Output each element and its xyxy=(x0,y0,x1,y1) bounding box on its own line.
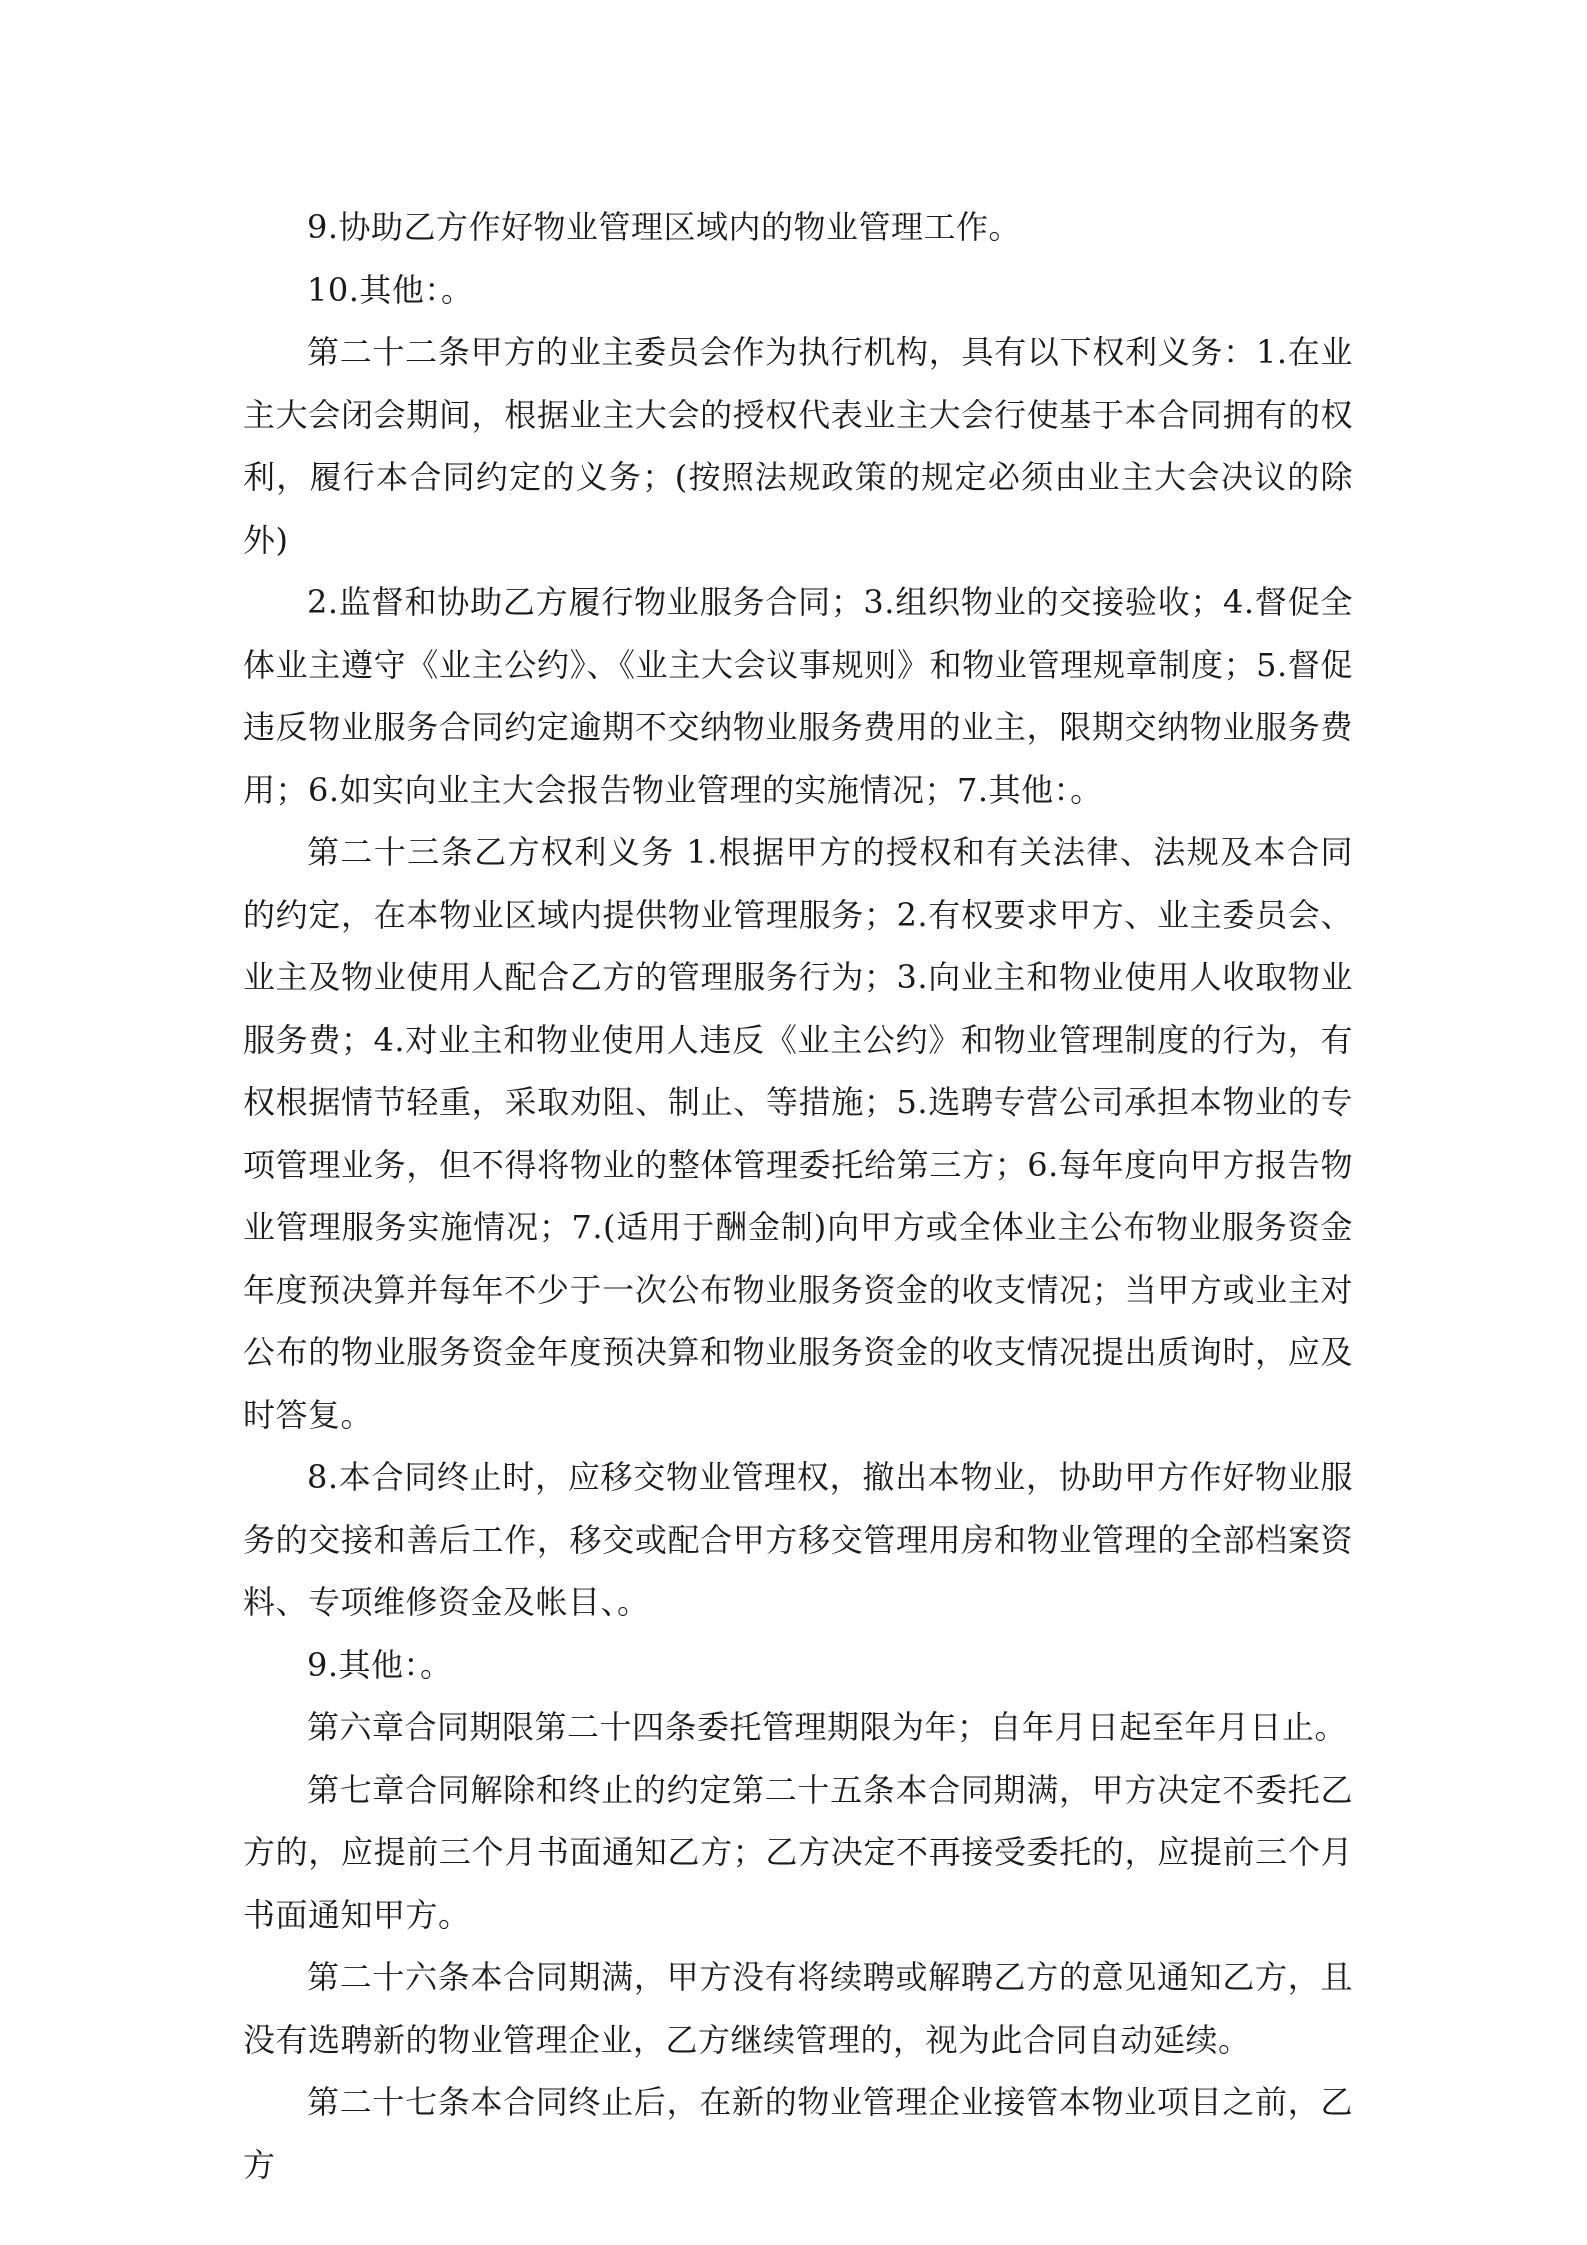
paragraph-item-10: 10.其他：。 xyxy=(307,270,474,309)
article-23-item-9: 9.其他：。 xyxy=(307,1645,453,1684)
article-27: 第二十七条本合同终止后，在新的物业管理企业接管本物业项目之前，乙方 xyxy=(243,2083,1353,2184)
article-23: 第二十三条乙方权利义务 1.根据甲方的授权和有关法律、法规及本合同的约定，在本物业区域内提供物业管理服务；2.有权要求甲方、业主委员会、业主及物业使用人配合乙方的管理服务行为；3.向业主和物业使用人收取物业服务费；4.对业主和物业使用人违反《业主公约》和物业管理制度的行为，有权根据情节轻重，采取劝阻、制止、等措施；5.选聘专营公司承担本物业的专项管理业务，但不得将物业的整体管理委托给第三方；6.每年度向甲方报告物业管理服务实施情况；7.(适用于酬金制)向甲方或全体业主公布物业服务资金年度预决算并每年不少于一次公布物业服务资金的收支情况；当甲方或业主对公布的物业服务资金年度预决算和物业服务资金的收支情况提出质询时，应及时答复。 xyxy=(243,833,1353,1434)
paragraph-item-9: 9.协助乙方作好物业管理区域内的物业管理工作。 xyxy=(307,208,1022,246)
article-22-duties: 2.监督和协助乙方履行物业服务合同；3.组织物业的交接验收；4.督促全体业主遵守《业主公约》、《业主大会议事规则》和物业管理规章制度；5.督促违反物业服务合同约定逾期不交纳物业服务费用的业主，限期交纳物业服务费用；6.如实向业主大会报告物业管理的实施情况；7.其他：。 xyxy=(243,583,1353,809)
article-26: 第二十六条本合同期满，甲方没有将续聘或解聘乙方的意见通知乙方，且没有选聘新的物业管理企业，乙方继续管理的，视为此合同自动延续。 xyxy=(243,1958,1353,2059)
chapter-7-article-25: 第七章合同解除和终止的约定第二十五条本合同期满，甲方决定不委托乙方的，应提前三个月书面通知乙方；乙方决定不再接受委托的，应提前三个月书面通知甲方。 xyxy=(243,1770,1353,1934)
article-23-item-8: 8.本合同终止时，应移交物业管理权，撤出本物业，协助甲方作好物业服务的交接和善后工作，移交或配合甲方移交管理用房和物业管理的全部档案资料、专项维修资金及帐目、。 xyxy=(243,1458,1353,1621)
chapter-6-article-24: 第六章合同期限第二十四条委托管理期限为年；自年月日起至年月日止。 xyxy=(307,1708,1348,1746)
article-22: 第二十二条甲方的业主委员会作为执行机构，具有以下权利义务：1.在业主大会闭会期间，根据业主大会的授权代表业主大会行使基于本合同拥有的权利，履行本合同约定的义务；(按照法规政策的规定必须由业主大会决议的除外) xyxy=(243,333,1353,559)
document-body xyxy=(243,196,1353,2196)
